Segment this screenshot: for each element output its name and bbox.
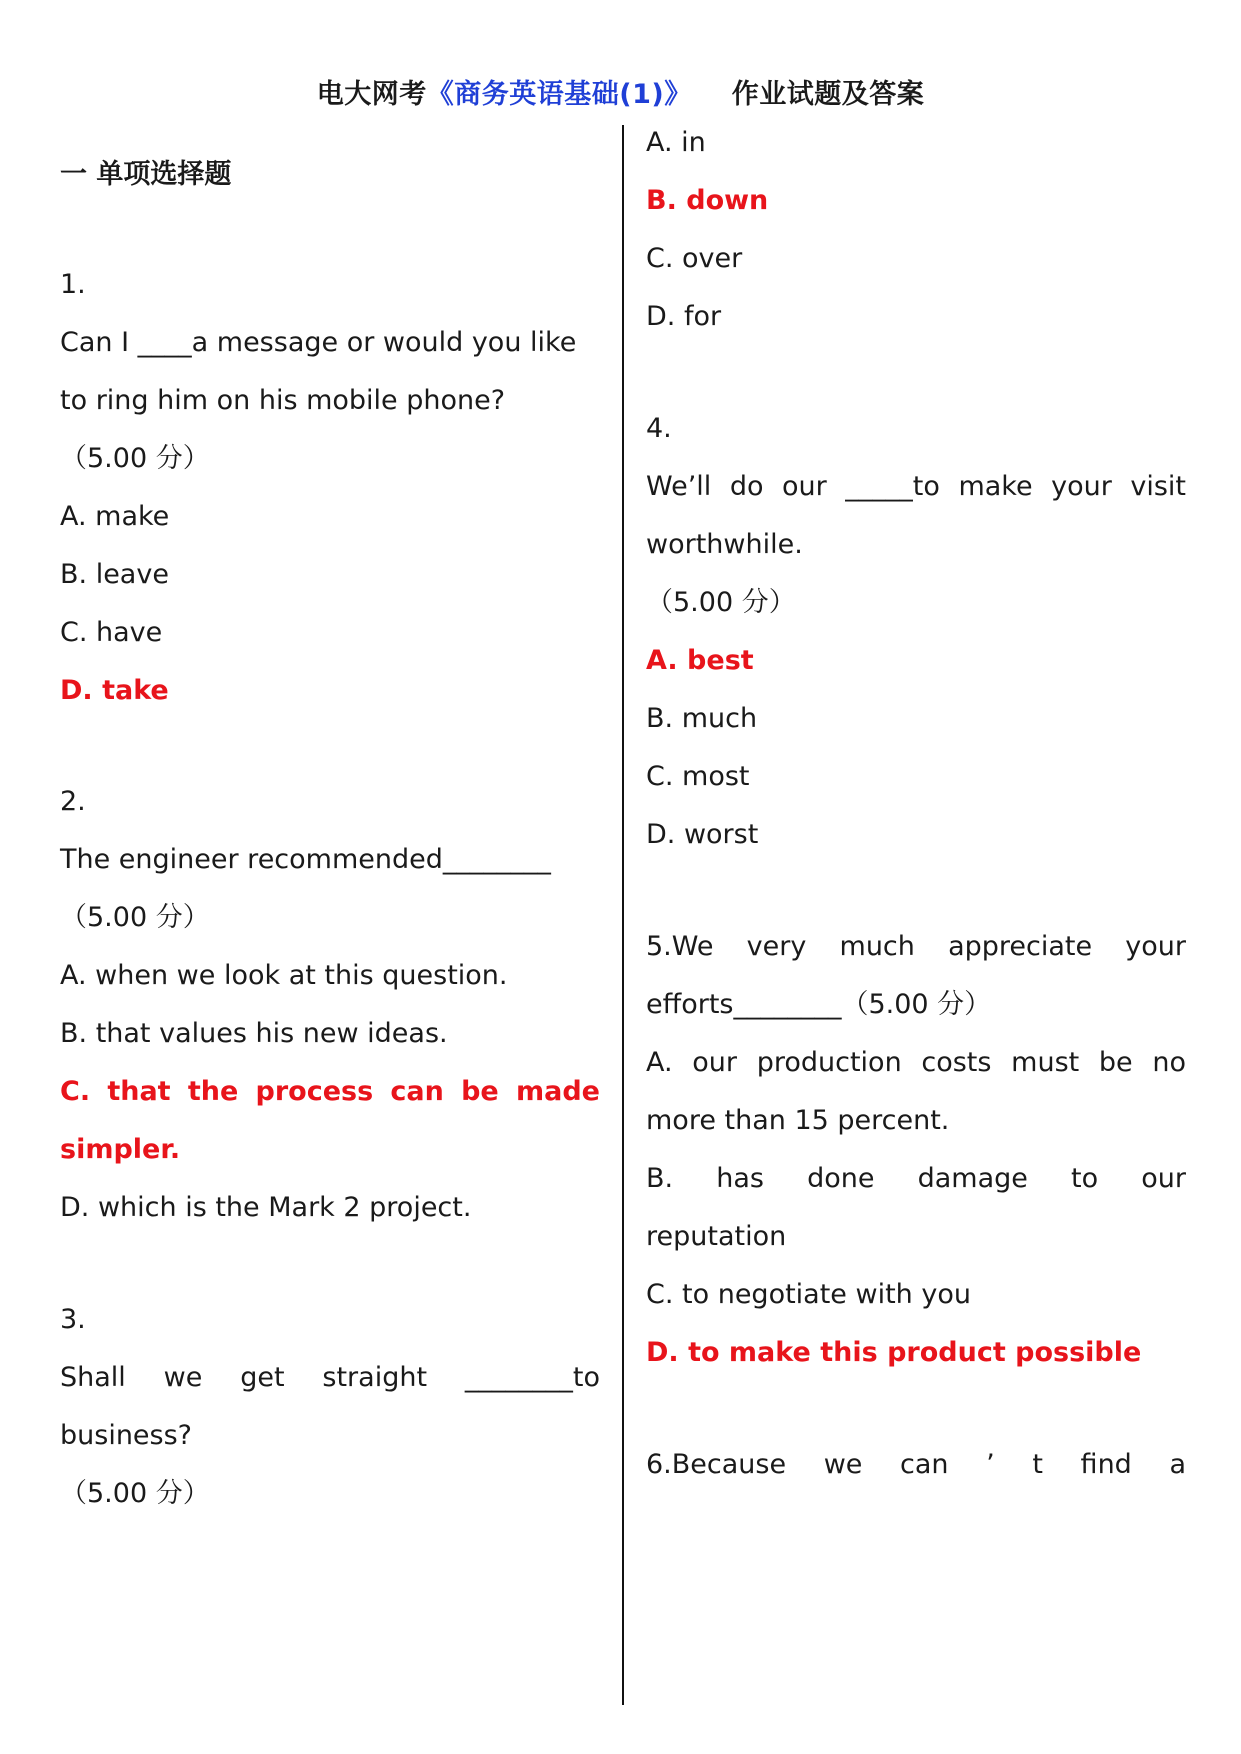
section-heading: 一 单项选择题 bbox=[60, 159, 232, 190]
question-3-text-cont: business? bbox=[60, 1420, 193, 1451]
question-4-text: We’ll do our _____to make your visit bbox=[646, 471, 1186, 502]
question-2-number: 2. bbox=[60, 786, 86, 817]
question-2-option-c-answer-cont: simpler. bbox=[60, 1134, 181, 1165]
question-1-score: （5.00 分） bbox=[60, 443, 210, 474]
question-5-option-d-answer: D. to make this product possible bbox=[646, 1337, 1142, 1368]
column-divider bbox=[622, 125, 624, 1705]
question-5-text-cont: efforts________（5.00 分） bbox=[646, 989, 992, 1020]
question-5-option-b: B. has done damage to our bbox=[646, 1163, 1186, 1194]
question-1-option-a: A. make bbox=[60, 501, 170, 532]
question-2-option-d: D. which is the Mark 2 project. bbox=[60, 1192, 472, 1223]
question-4-text-cont: worthwhile. bbox=[646, 529, 803, 560]
question-5-option-c: C. to negotiate with you bbox=[646, 1279, 971, 1310]
question-5-option-a-cont: more than 15 percent. bbox=[646, 1105, 950, 1136]
question-1-option-b: B. leave bbox=[60, 559, 169, 590]
question-3-number: 3. bbox=[60, 1304, 86, 1335]
question-1-text-cont: to ring him on his mobile phone? bbox=[60, 385, 506, 416]
question-4-option-b: B. much bbox=[646, 703, 758, 734]
question-4-option-c: C. most bbox=[646, 761, 750, 792]
question-1-option-c: C. have bbox=[60, 617, 163, 648]
question-2-score: （5.00 分） bbox=[60, 902, 210, 933]
question-2-option-c-answer: C. that the process can be made bbox=[60, 1076, 600, 1107]
question-4-score: （5.00 分） bbox=[646, 587, 796, 618]
page-title bbox=[0, 72, 1241, 111]
question-1-text: Can I ____a message or would you like bbox=[60, 327, 577, 358]
question-4-option-a-answer: A. best bbox=[646, 645, 754, 676]
question-5-option-b-cont: reputation bbox=[646, 1221, 787, 1252]
question-5-text: 5.We very much appreciate your bbox=[646, 931, 1186, 962]
question-2-text: The engineer recommended________ bbox=[60, 844, 551, 875]
question-4-option-d: D. worst bbox=[646, 819, 759, 850]
question-6-text: 6.Because we can ’ t find a bbox=[646, 1449, 1186, 1480]
question-3-option-c: C. over bbox=[646, 243, 743, 274]
question-5-option-a: A. our production costs must be no bbox=[646, 1047, 1186, 1078]
title-course-name: 《商务英语基础(1)》 bbox=[426, 79, 692, 110]
question-3-text: Shall we get straight ________to bbox=[60, 1362, 600, 1393]
question-3-option-b-answer: B. down bbox=[646, 185, 769, 216]
question-4-number: 4. bbox=[646, 413, 672, 444]
title-part-3: 作业试题及答案 bbox=[731, 79, 925, 110]
question-2-option-b: B. that values his new ideas. bbox=[60, 1018, 448, 1049]
question-3-score: （5.00 分） bbox=[60, 1478, 210, 1509]
question-3-option-d: D. for bbox=[646, 301, 722, 332]
question-3-option-a: A. in bbox=[646, 127, 706, 158]
question-1-option-d-answer: D. take bbox=[60, 675, 169, 706]
title-part-1: 电大网考 bbox=[316, 79, 427, 110]
question-2-option-a: A. when we look at this question. bbox=[60, 960, 508, 991]
question-1-number: 1. bbox=[60, 269, 86, 300]
